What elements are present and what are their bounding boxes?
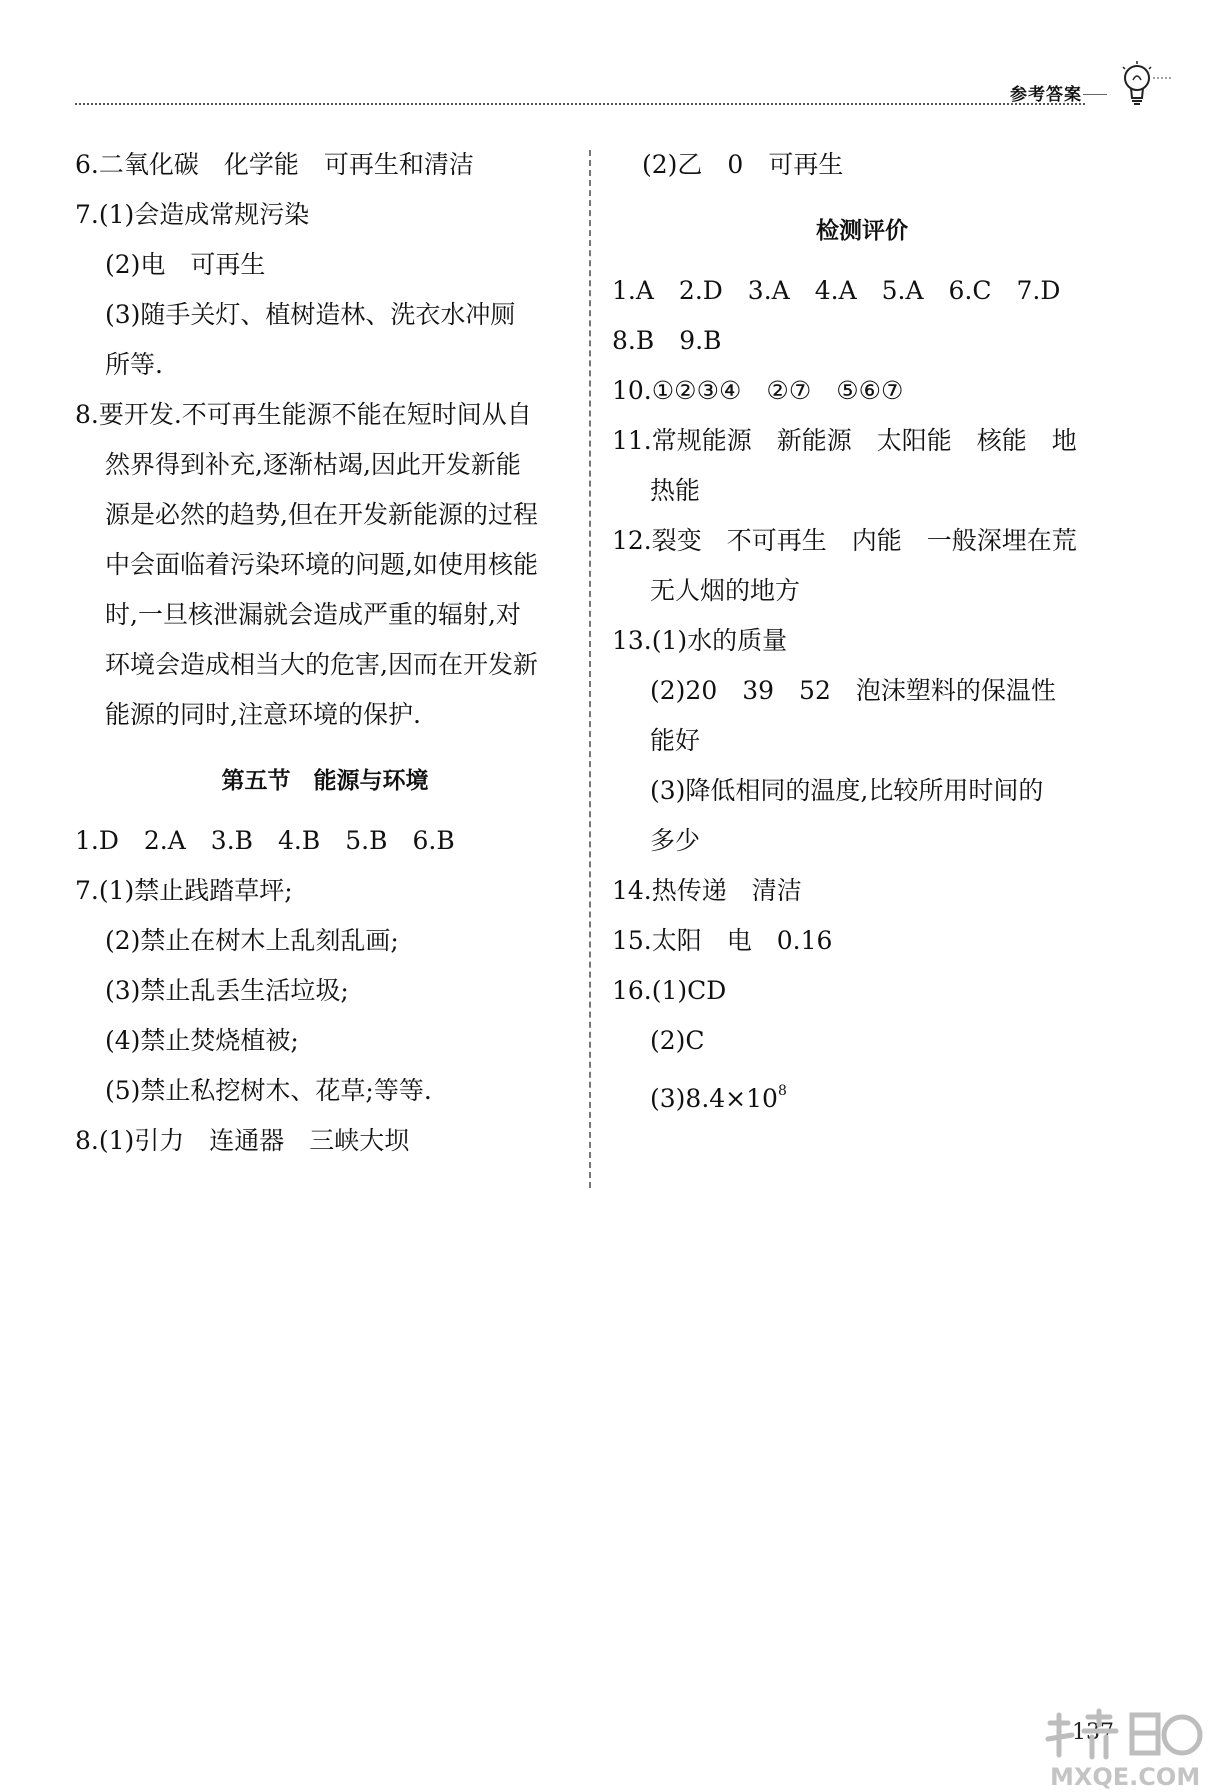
answer-line: 16.(1)CD (612, 976, 727, 1005)
answer-line: 能好 (650, 726, 701, 755)
watermark-logo-icon (1040, 1705, 1205, 1790)
answer-line: (2)乙 0 可再生 (642, 150, 844, 179)
answer-line: 多少 (650, 826, 701, 855)
answer-line: 15.太阳 电 0.16 (612, 926, 833, 955)
section-title: 第五节 能源与环境 (221, 768, 429, 794)
answer-line: 6.二氧化碳 化学能 可再生和清洁 (75, 150, 474, 179)
page-number: 137 (1072, 1720, 1114, 1745)
svg-text:MXQE.COM: MXQE.COM (1050, 1763, 1201, 1790)
section-title: 检测评价 (816, 218, 908, 244)
answer-line: (3)禁止乱丢生活垃圾; (105, 976, 349, 1005)
answer-line: 7.(1)会造成常规污染 (75, 200, 310, 229)
header-underline (1083, 94, 1107, 98)
answer-line: 7.(1)禁止践踏草坪; (75, 876, 293, 905)
answer-line (612, 1066, 1112, 1116)
answer-line: 然界得到补充,逐渐枯竭,因此开发新能 (105, 450, 521, 479)
answer-line: 中会面临着污染环境的问题,如使用核能 (105, 550, 538, 579)
answer-line: 10.①②③④ ②⑦ ⑤⑥⑦ (612, 376, 904, 405)
answer-line: (2)禁止在树木上乱刻乱画; (105, 926, 399, 955)
answer-line: 14.热传递 清洁 (612, 876, 802, 905)
answer-line: 能源的同时,注意环境的保护. (105, 700, 421, 729)
answer-line: 11.常规能源 新能源 太阳能 核能 地 (612, 426, 1077, 455)
answer-line: 所等. (105, 350, 163, 379)
formula-exponent: 8 (777, 1083, 787, 1099)
formula-base: (3)8.4×10 (650, 1084, 778, 1113)
answer-line: (3)随手关灯、植树造林、洗衣水冲厕 (105, 300, 516, 329)
answer-line: (2)C (650, 1026, 705, 1055)
header-rule (75, 103, 1085, 105)
answer-line: 环境会造成相当大的危害,因而在开发新 (105, 650, 538, 679)
answer-line: 8.B 9.B (612, 326, 722, 355)
answer-line: 无人烟的地方 (650, 576, 801, 605)
column-divider (589, 150, 591, 1188)
answer-line: 热能 (650, 476, 701, 505)
answer-line: (2)电 可再生 (105, 250, 266, 279)
left-column (75, 140, 575, 1166)
answer-line: (2)20 39 52 泡沫塑料的保温性 (650, 676, 1056, 705)
header-label: 参考答案 (1010, 85, 1082, 105)
answer-line: 1.D 2.A 3.B 4.B 5.B 6.B (75, 826, 455, 855)
answer-line: (4)禁止焚烧植被; (105, 1026, 299, 1055)
answer-line: 8.要开发.不可再生能源不能在短时间从自 (75, 400, 532, 429)
answer-line: (5)禁止私挖树木、花草;等等. (105, 1076, 432, 1105)
answer-line: 13.(1)水的质量 (612, 626, 788, 655)
lightbulb-icon (1115, 58, 1175, 110)
answer-line: 时,一旦核泄漏就会造成严重的辐射,对 (105, 600, 521, 629)
answer-line: 12.裂变 不可再生 内能 一般深埋在荒 (612, 526, 1077, 555)
answer-line: 8.(1)引力 连通器 三峡大坝 (75, 1126, 410, 1155)
answer-line: 1.A 2.D 3.A 4.A 5.A 6.C 7.D (612, 276, 1061, 305)
right-column (612, 140, 1112, 1116)
answer-line: (3)降低相同的温度,比较所用时间的 (650, 776, 1044, 805)
answer-line: 源是必然的趋势,但在开发新能源的过程 (105, 500, 538, 529)
